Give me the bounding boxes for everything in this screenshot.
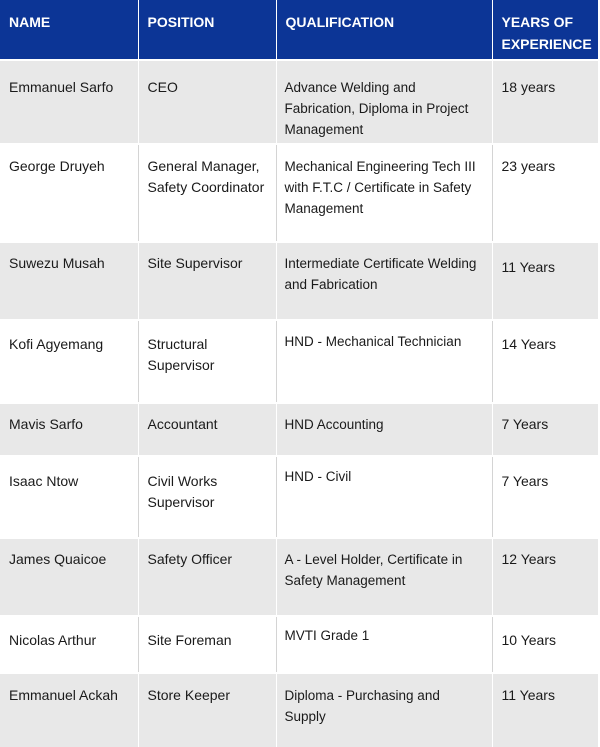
cell-name: Kofi Agyemang [0, 320, 138, 403]
cell-qualification: Diploma - Purchasing and Supply [276, 673, 492, 747]
cell-name: Mavis Sarfo [0, 403, 138, 456]
cell-name: Emmanuel Sarfo [0, 60, 138, 144]
cell-position: Site Supervisor [138, 242, 276, 320]
cell-experience: 18 years [492, 60, 598, 144]
cell-position: Site Foreman [138, 616, 276, 673]
cell-position: Civil Works Supervisor [138, 456, 276, 538]
cell-qualification: HND Accounting [276, 403, 492, 456]
cell-experience: 10 Years [492, 616, 598, 673]
header-position: POSITION [138, 0, 276, 60]
cell-experience: 11 Years [492, 242, 598, 320]
cell-position: CEO [138, 60, 276, 144]
table-row [0, 144, 598, 242]
cell-position: General Manager, Safety Coordinator [138, 144, 276, 242]
table-body [0, 60, 598, 747]
cell-name: George Druyeh [0, 144, 138, 242]
cell-name: James Quaicoe [0, 538, 138, 616]
cell-qualification: Advance Welding and Fabrication, Diploma in Project Management [276, 60, 492, 144]
cell-name: Isaac Ntow [0, 456, 138, 538]
header-name: NAME [0, 0, 138, 60]
cell-experience: 14 Years [492, 320, 598, 403]
cell-qualification: A - Level Holder, Certificate in Safety Management [276, 538, 492, 616]
cell-position: Store Keeper [138, 673, 276, 747]
cell-name: Nicolas Arthur [0, 616, 138, 673]
cell-qualification: HND - Civil [276, 456, 492, 538]
table-row [0, 320, 598, 403]
cell-experience: 7 Years [492, 403, 598, 456]
header-qualification: QUALIFICATION [276, 0, 492, 60]
table-row [0, 403, 598, 456]
cell-experience: 12 Years [492, 538, 598, 616]
cell-qualification: HND - Mechanical Technician [276, 320, 492, 403]
cell-experience: 23 years [492, 144, 598, 242]
header-experience: YEARS OF EXPERIENCE [492, 0, 598, 60]
table-row [0, 456, 598, 538]
table-row [0, 616, 598, 673]
header-row [0, 0, 598, 60]
table-row [0, 538, 598, 616]
cell-name: Suwezu Musah [0, 242, 138, 320]
cell-experience: 11 Years [492, 673, 598, 747]
table-row [0, 60, 598, 144]
cell-position: Structural Supervisor [138, 320, 276, 403]
cell-name: Emmanuel Ackah [0, 673, 138, 747]
cell-position: Accountant [138, 403, 276, 456]
cell-experience: 7 Years [492, 456, 598, 538]
cell-qualification: Mechanical Engineering Tech III with F.T.C / Certificate in Safety Management [276, 144, 492, 242]
table-header [0, 0, 598, 60]
cell-position: Safety Officer [138, 538, 276, 616]
table-row [0, 673, 598, 747]
cell-qualification: MVTI Grade 1 [276, 616, 492, 673]
cell-qualification: Intermediate Certificate Welding and Fabrication [276, 242, 492, 320]
table-row [0, 242, 598, 320]
